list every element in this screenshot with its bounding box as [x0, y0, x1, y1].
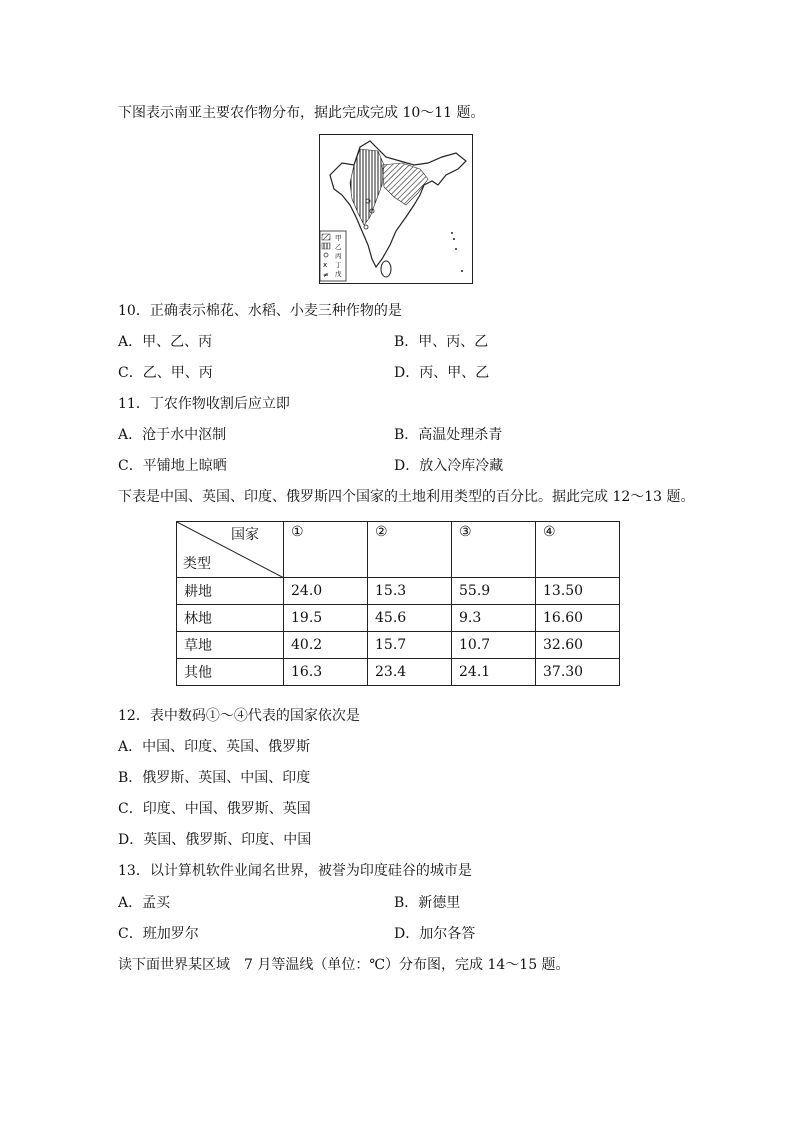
- column-header-2: ②: [368, 522, 452, 578]
- table-row: [177, 605, 620, 632]
- legend-label-bing: 丙: [335, 252, 342, 260]
- table-cell: 16.60: [536, 605, 620, 632]
- row-type-cell: 林地: [177, 605, 284, 632]
- table-cell: 13.50: [536, 578, 620, 605]
- q10-option-d[interactable]: D．丙、甲、乙: [394, 365, 490, 381]
- intro-text-12-13: 下表是中国、英国、印度、俄罗斯四个国家的土地利用类型的百分比。据此完成 12～13 题。: [118, 489, 695, 505]
- south-asia-crop-map: [319, 134, 473, 284]
- table-cell: 23.4: [368, 659, 452, 686]
- table-cell: 24.1: [452, 659, 536, 686]
- q12-option-b[interactable]: B．俄罗斯、英国、中国、印度: [118, 770, 311, 786]
- q13-option-c[interactable]: C．班加罗尔: [118, 926, 199, 942]
- column-header-3: ③: [452, 522, 536, 578]
- intro-text-14-15: 读下面世界某区域 7 月等温线（单位：℃）分布图，完成 14～15 题。: [118, 957, 570, 973]
- intro-text-10-11: 下图表示南亚主要农作物分布，据此完成完成 10～11 题。: [118, 105, 485, 121]
- q11-option-c[interactable]: C．平铺地上晾晒: [118, 458, 227, 474]
- table-cell: 15.3: [368, 578, 452, 605]
- table-cell: 15.7: [368, 632, 452, 659]
- table-cell: 9.3: [452, 605, 536, 632]
- row-type-cell: 草地: [177, 632, 284, 659]
- table-cell: 45.6: [368, 605, 452, 632]
- column-header-4: ④: [536, 522, 620, 578]
- q10-stem: 10．正确表示棉花、水稻、小麦三种作物的是: [118, 303, 402, 319]
- legend-label-ding: 丁: [335, 261, 342, 269]
- table-cell: 19.5: [284, 605, 368, 632]
- table-row: [177, 632, 620, 659]
- table-cell: 40.2: [284, 632, 368, 659]
- column-header-1: ①: [284, 522, 368, 578]
- table-row: [177, 659, 620, 686]
- legend-label-jia: 甲: [335, 234, 342, 242]
- row-type-cell: 其他: [177, 659, 284, 686]
- header-type-label: 类型: [183, 556, 211, 572]
- table-cell: 16.3: [284, 659, 368, 686]
- table-cell: 24.0: [284, 578, 368, 605]
- q10-option-a[interactable]: A．甲、乙、丙: [118, 334, 213, 350]
- q12-option-a[interactable]: A．中国、印度、英国、俄罗斯: [118, 739, 311, 755]
- q13-option-d[interactable]: D．加尔各答: [394, 926, 476, 942]
- q11-option-d[interactable]: D．放入冷库冷藏: [394, 458, 504, 474]
- row-type-cell: 耕地: [177, 578, 284, 605]
- table-cell: 10.7: [452, 632, 536, 659]
- svg-text:x: x: [323, 261, 328, 269]
- legend-label-wu: 戊: [335, 270, 342, 278]
- svg-text:≠: ≠: [323, 271, 329, 279]
- header-country-label: 国家: [231, 527, 259, 543]
- table-cell: 32.60: [536, 632, 620, 659]
- q10-option-b[interactable]: B．甲、丙、乙: [394, 334, 489, 350]
- legend-label-yi: 乙: [335, 243, 342, 251]
- land-use-table: [176, 521, 620, 686]
- table-row: [177, 578, 620, 605]
- table-cell: 55.9: [452, 578, 536, 605]
- q12-option-d[interactable]: D．英国、俄罗斯、印度、中国: [118, 832, 312, 848]
- q12-stem: 12．表中数码①～④代表的国家依次是: [118, 708, 360, 724]
- q11-option-a[interactable]: A．沧于水中沤制: [118, 427, 227, 443]
- q12-option-c[interactable]: C．印度、中国、俄罗斯、英国: [118, 801, 311, 817]
- q13-option-b[interactable]: B．新德里: [394, 895, 461, 911]
- q13-stem: 13．以计算机软件业闻名世界，被誉为印度硅谷的城市是: [118, 863, 472, 879]
- q10-option-c[interactable]: C．乙、甲、丙: [118, 365, 213, 381]
- table-corner-cell: [177, 522, 284, 578]
- q13-option-a[interactable]: A．孟买: [118, 895, 171, 911]
- q11-option-b[interactable]: B．高温处理杀青: [394, 427, 503, 443]
- q11-stem: 11．丁农作物收割后应立即: [118, 396, 290, 412]
- table-header-row: [177, 522, 620, 578]
- table-cell: 37.30: [536, 659, 620, 686]
